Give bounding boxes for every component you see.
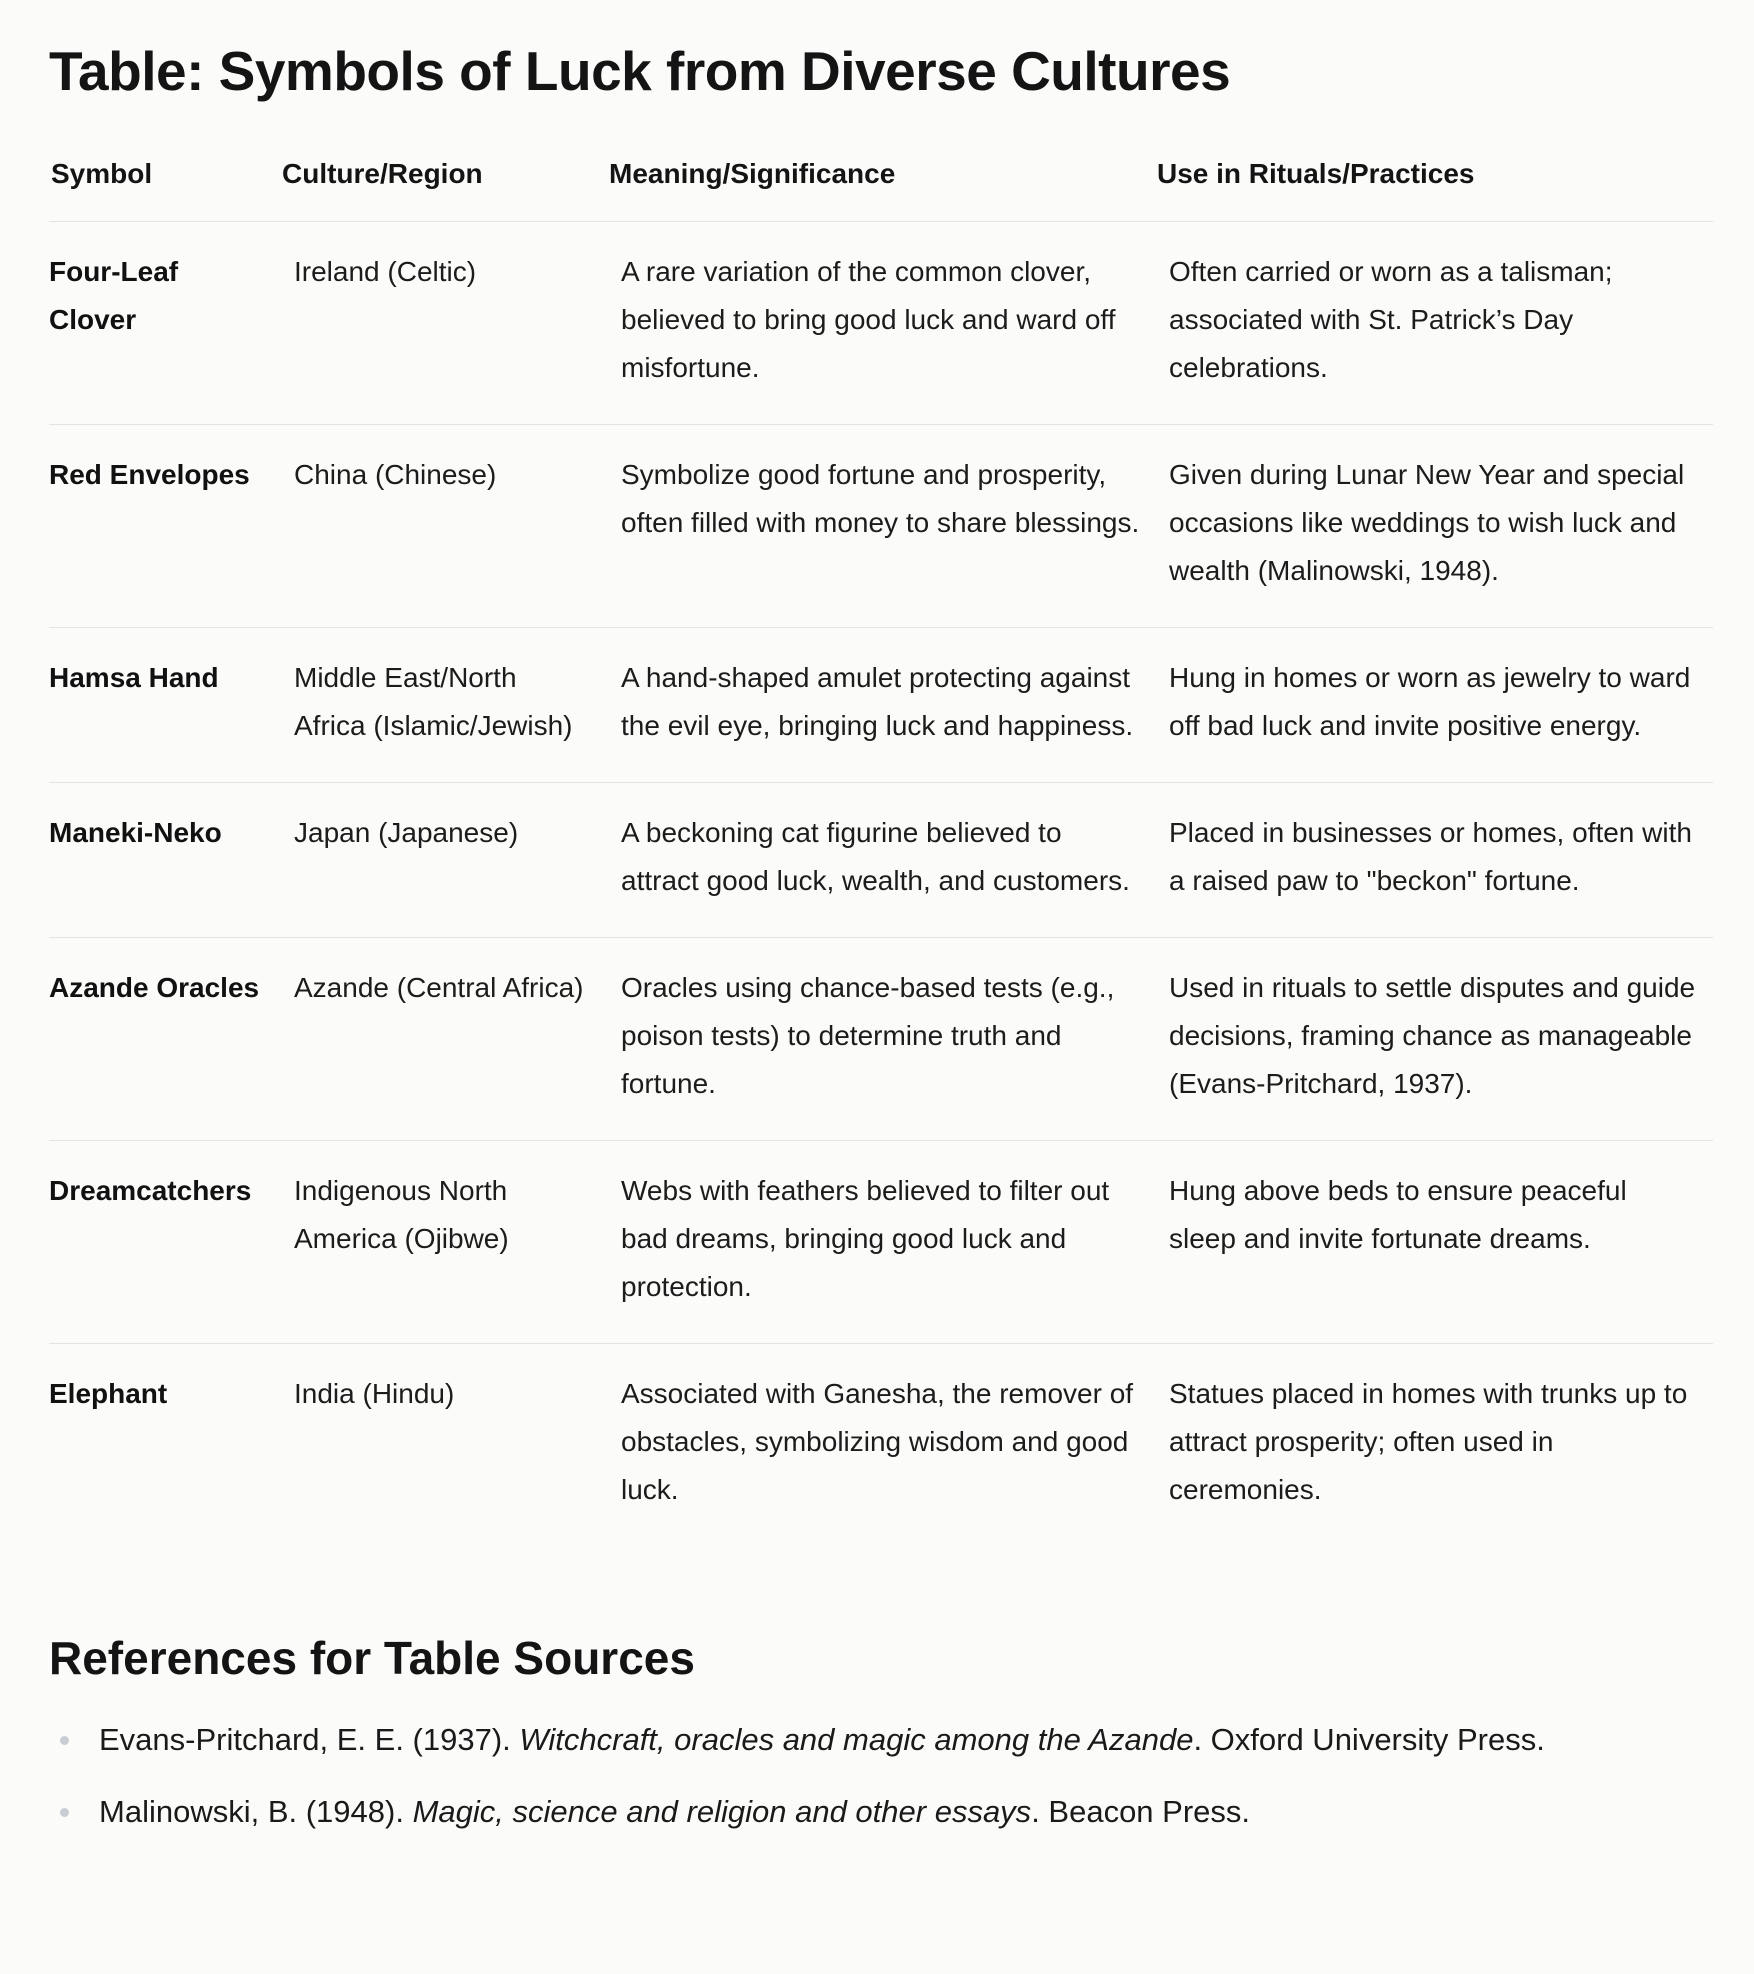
cell-culture: Azande (Central Africa) [280, 938, 607, 1141]
cell-use: Hung in homes or worn as jewelry to ward off bad luck and invite positive energy. [1155, 628, 1713, 783]
cell-meaning: Webs with feathers believed to filter out bad dreams, bringing good luck and protection. [607, 1141, 1155, 1344]
table-row [49, 1141, 1713, 1344]
table-row [49, 783, 1713, 938]
table-header-row [49, 157, 1713, 222]
reference-publisher: . Beacon Press. [1031, 1794, 1251, 1829]
cell-use: Often carried or worn as a talisman; associated with St. Patrick’s Day celebrations. [1155, 222, 1713, 425]
cell-culture: Middle East/North Africa (Islamic/Jewish) [280, 628, 607, 783]
reference-title: Magic, science and religion and other essays [412, 1794, 1032, 1829]
table-row [49, 425, 1713, 628]
bullet-icon [60, 1808, 69, 1817]
cell-symbol: Red Envelopes [49, 425, 280, 628]
cell-use: Hung above beds to ensure peaceful sleep and invite fortunate dreams. [1155, 1141, 1713, 1344]
column-header-use: Use in Rituals/Practices [1155, 157, 1713, 222]
reference-text: Malinowski, B. (1948). [99, 1794, 413, 1829]
cell-meaning: Symbolize good fortune and prosperity, often filled with money to share blessings. [607, 425, 1155, 628]
cell-use: Used in rituals to settle disputes and guide decisions, framing chance as manageable (Evans-Pritchard, 1937). [1155, 938, 1713, 1141]
cell-meaning: A hand-shaped amulet protecting against the evil eye, bringing luck and happiness. [607, 628, 1155, 783]
table-row [49, 628, 1713, 783]
cell-symbol: Dreamcatchers [49, 1141, 280, 1344]
cell-use: Given during Lunar New Year and special occasions like weddings to wish luck and wealth (Malinowski, 1948). [1155, 425, 1713, 628]
references-list [49, 1704, 1705, 1848]
bullet-icon [60, 1736, 69, 1745]
table-row [49, 938, 1713, 1141]
cell-symbol: Maneki-Neko [49, 783, 280, 938]
cell-meaning: Oracles using chance-based tests (e.g., poison tests) to determine truth and fortune. [607, 938, 1155, 1141]
cell-symbol: Azande Oracles [49, 938, 280, 1141]
cell-culture: Japan (Japanese) [280, 783, 607, 938]
reference-title: Witchcraft, oracles and magic among the Azande [519, 1722, 1194, 1757]
cell-culture: China (Chinese) [280, 425, 607, 628]
column-header-symbol: Symbol [49, 157, 280, 222]
column-header-culture: Culture/Region [280, 157, 607, 222]
luck-symbols-table [49, 157, 1713, 1546]
cell-use: Placed in businesses or homes, often with a raised paw to "beckon" fortune. [1155, 783, 1713, 938]
cell-symbol: Four-Leaf Clover [49, 222, 280, 425]
cell-symbol: Hamsa Hand [49, 628, 280, 783]
reference-item [49, 1704, 1705, 1776]
references-heading: References for Table Sources [49, 1632, 695, 1684]
cell-symbol: Elephant [49, 1378, 168, 1409]
page-title: Table: Symbols of Luck from Diverse Cultures [49, 40, 1231, 102]
reference-text: Evans-Pritchard, E. E. (1937). [99, 1722, 520, 1757]
cell-culture: Ireland (Celtic) [280, 222, 607, 425]
cell-culture: Indigenous North America (Ojibwe) [280, 1141, 607, 1344]
table-row [49, 222, 1713, 425]
cell-use: Statues placed in homes with trunks up to attract prosperity; often used in ceremonies. [1169, 1378, 1688, 1505]
cell-meaning: A beckoning cat figurine believed to attract good luck, wealth, and customers. [607, 783, 1155, 938]
table-row [49, 1344, 1713, 1547]
cell-meaning: A rare variation of the common clover, believed to bring good luck and ward off misfortune. [607, 222, 1155, 425]
reference-item [49, 1776, 1705, 1848]
reference-publisher: . Oxford University Press. [1193, 1722, 1545, 1757]
cell-meaning: Associated with Ganesha, the remover of obstacles, symbolizing wisdom and good luck. [621, 1378, 1134, 1505]
column-header-meaning: Meaning/Significance [607, 157, 1155, 222]
cell-culture: India (Hindu) [294, 1378, 455, 1409]
